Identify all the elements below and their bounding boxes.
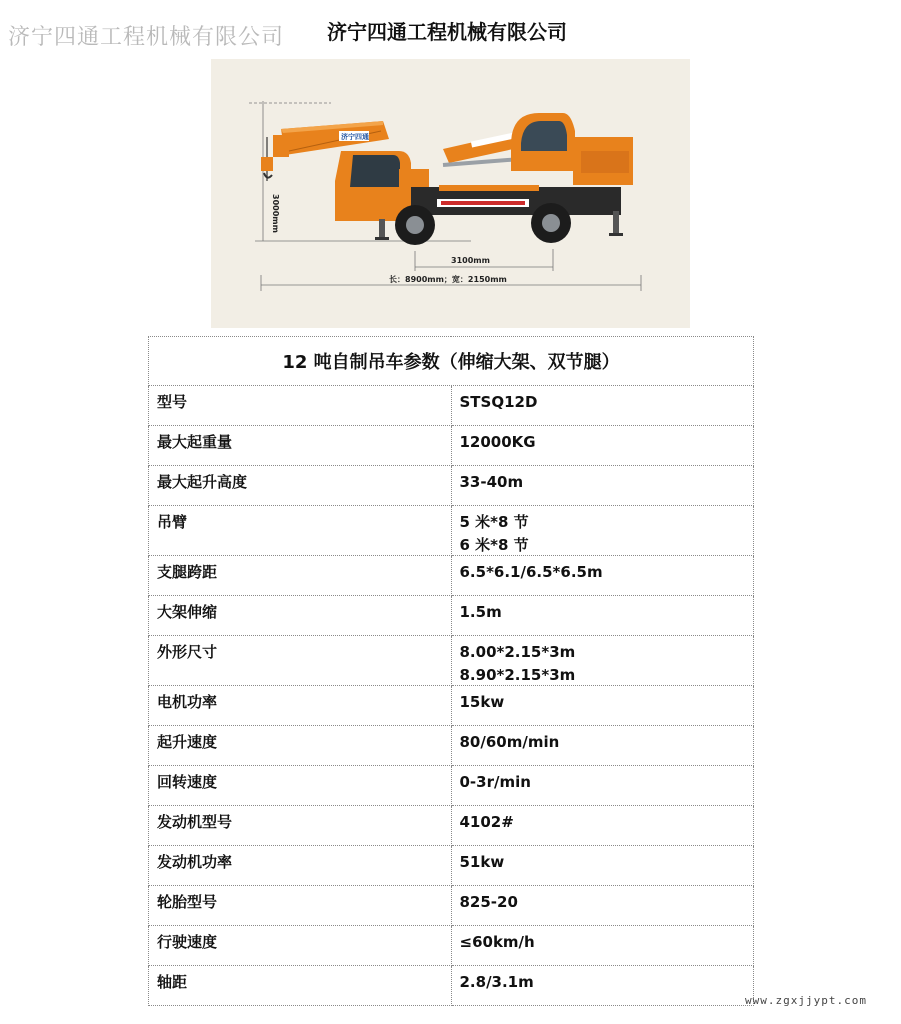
- table-row: [149, 766, 754, 806]
- row-key: 最大起升高度: [157, 473, 248, 491]
- table-row: [149, 506, 754, 556]
- watermark-text: 济宁四通工程机械有限公司: [8, 25, 285, 50]
- crane-drawing: [211, 59, 690, 328]
- spec-table: [148, 336, 754, 1006]
- row-value: 825-20: [459, 893, 518, 911]
- row-key: 型号: [157, 393, 188, 411]
- row-key: 最大起重量: [157, 433, 233, 451]
- row-key: 行驶速度: [157, 933, 218, 951]
- row-value: 80/60m/min: [459, 733, 560, 751]
- row-value: 33-40m: [459, 473, 524, 491]
- table-row: [149, 426, 754, 466]
- row-value-line2: 6 米*8 节: [459, 536, 529, 554]
- table-row: [149, 636, 754, 686]
- crane-photo: [211, 59, 690, 328]
- wheelbase-label: 3100mm: [451, 256, 490, 265]
- company-title: 济宁四通工程机械有限公司: [327, 20, 567, 44]
- table-row: [149, 596, 754, 636]
- row-value-line2: 8.90*2.15*3m: [459, 666, 576, 684]
- table-row: [149, 846, 754, 886]
- row-value: 0-3r/min: [459, 773, 531, 791]
- table-title: 12 吨自制吊车参数（伸缩大架、双节腿）: [149, 337, 754, 386]
- row-value: 5 米*8 节: [459, 513, 529, 531]
- table-row: [149, 386, 754, 426]
- table-row: [149, 886, 754, 926]
- dims-label: 长：8900mm；宽：2150mm: [389, 275, 507, 284]
- table-row: [149, 966, 754, 1006]
- row-key: 电机功率: [157, 693, 218, 711]
- table-row: [149, 466, 754, 506]
- table-row: [149, 686, 754, 726]
- row-key: 支腿跨距: [157, 563, 218, 581]
- table-row: [149, 556, 754, 596]
- row-key: 起升速度: [157, 733, 218, 751]
- row-value: 4102#: [459, 813, 514, 831]
- row-key: 回转速度: [157, 773, 218, 791]
- row-value: 2.8/3.1m: [459, 973, 534, 991]
- site-url: www.zgxjjypt.com: [745, 994, 867, 1007]
- row-key: 轴距: [157, 973, 188, 991]
- height-label: 3000mm: [271, 194, 280, 233]
- table-row: [149, 726, 754, 766]
- row-value: 6.5*6.1/6.5*6.5m: [459, 563, 603, 581]
- row-value: 8.00*2.15*3m: [459, 643, 576, 661]
- table-row: [149, 926, 754, 966]
- boom-text: 济宁四通: [341, 133, 369, 141]
- row-key: 发动机功率: [157, 853, 233, 871]
- row-key: 发动机型号: [157, 813, 233, 831]
- row-key: 大架伸缩: [157, 603, 218, 621]
- row-value: STSQ12D: [459, 393, 538, 411]
- row-value: 12000KG: [459, 433, 536, 451]
- row-key: 吊臂: [157, 513, 188, 531]
- row-value: 15kw: [459, 693, 505, 711]
- table-row: [149, 806, 754, 846]
- row-key: 外形尺寸: [157, 643, 218, 661]
- row-key: 轮胎型号: [157, 893, 218, 911]
- row-value: 51kw: [459, 853, 505, 871]
- row-value: 1.5m: [459, 603, 502, 621]
- row-value: ≤60km/h: [459, 933, 535, 951]
